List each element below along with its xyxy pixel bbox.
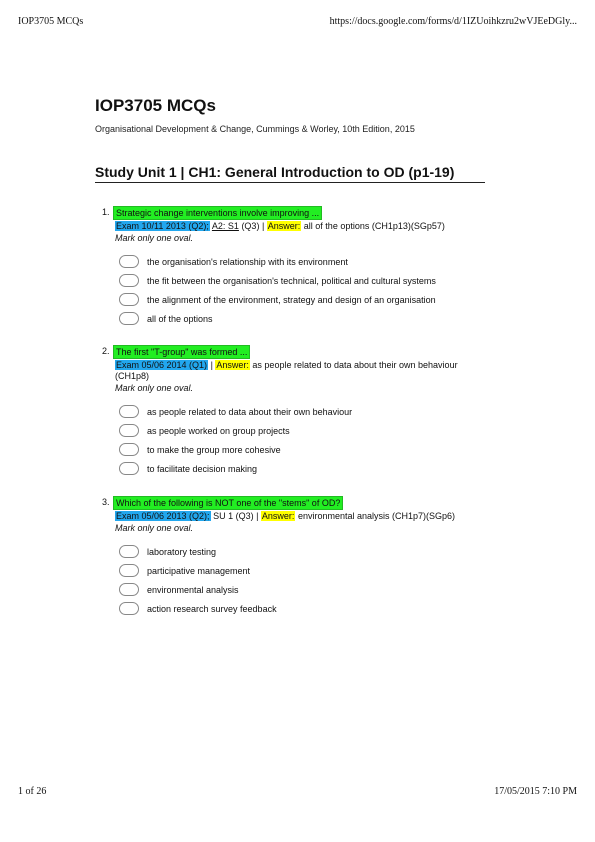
question-number: 2. [102, 346, 110, 356]
question-text: Strategic change interventions involve improving ... [113, 206, 322, 220]
option[interactable] [119, 440, 487, 459]
option-label: all of the options [147, 313, 213, 324]
question-number: 1. [102, 207, 110, 217]
question-description [115, 360, 487, 382]
radio-oval[interactable] [119, 312, 139, 325]
option-label: action research survey feedback [147, 603, 277, 614]
option[interactable] [119, 580, 487, 599]
question-title [102, 345, 487, 357]
radio-oval[interactable] [119, 405, 139, 418]
form-title: IOP3705 MCQs [95, 96, 216, 115]
radio-oval[interactable] [119, 545, 139, 558]
help-text: Mark only one oval. [115, 383, 194, 393]
radio-oval[interactable] [119, 462, 139, 475]
option[interactable] [119, 561, 487, 580]
form-subtitle: Organisational Development & Change, Cummings & Worley, 10th Edition, 2015 [95, 124, 415, 134]
radio-oval[interactable] [119, 564, 139, 577]
option-label: the fit between the organisation's technical, political and cultural systems [147, 275, 436, 286]
option-label: the alignment of the environment, strategy and design of an organisation [147, 294, 436, 305]
answer-label: Answer: [267, 221, 301, 231]
radio-oval[interactable] [119, 274, 139, 287]
radio-oval[interactable] [119, 293, 139, 306]
option-list [119, 252, 487, 328]
exam-reference: Exam 10/11 2013 (Q2); [116, 221, 209, 231]
question-text: The first "T-group" was formed ... [113, 345, 250, 359]
print-footer [18, 786, 577, 800]
answer-text: as people related to data about their own behaviour (CH1p8) [115, 360, 458, 381]
option-label: participative management [147, 565, 251, 576]
question-reference: | [208, 360, 216, 370]
extra-reference: A2: S1 [211, 221, 239, 231]
radio-oval[interactable] [119, 424, 139, 437]
option[interactable] [119, 459, 487, 478]
option-list [119, 402, 487, 478]
answer-label: Answer: [216, 360, 249, 370]
option[interactable] [119, 421, 487, 440]
option-label: as people worked on group projects [147, 425, 290, 436]
question-title [102, 496, 487, 508]
answer-label: Answer: [261, 511, 295, 521]
print-header-url: https://docs.google.com/forms/d/1IZUoihkzru2wVJEeDGly... [329, 16, 577, 27]
option-label: to make the group more cohesive [147, 444, 281, 455]
exam-reference: Exam 05/06 2014 (Q1) [116, 360, 208, 370]
question-reference: SU 1 (Q3) | [210, 511, 261, 521]
question-2 [102, 345, 487, 478]
answer-text: all of the options (CH1p13)(SGp57) [301, 221, 445, 231]
option[interactable] [119, 542, 487, 561]
question-description [115, 511, 487, 522]
exam-reference: Exam 05/06 2013 (Q2); [116, 511, 210, 521]
radio-oval[interactable] [119, 602, 139, 615]
option[interactable] [119, 309, 487, 328]
answer-text: environmental analysis (CH1p7)(SGp6) [295, 511, 456, 521]
option-label: laboratory testing [147, 546, 217, 557]
option[interactable] [119, 271, 487, 290]
radio-oval[interactable] [119, 255, 139, 268]
section-header [95, 164, 485, 183]
question-3 [102, 496, 487, 618]
question-reference: (Q3) | [238, 221, 267, 231]
radio-oval[interactable] [119, 443, 139, 456]
print-header-title: IOP3705 MCQs [18, 16, 84, 27]
option-label: to facilitate decision making [147, 463, 258, 474]
option[interactable] [119, 252, 487, 271]
option-list [119, 542, 487, 618]
print-header [18, 16, 577, 30]
question-text: Which of the following is NOT one of the "stems" of OD? [113, 496, 343, 510]
option[interactable] [119, 290, 487, 309]
question-1 [102, 206, 487, 328]
option-label: as people related to data about their own behaviour [147, 406, 353, 417]
radio-oval[interactable] [119, 583, 139, 596]
page-number: 1 of 26 [18, 786, 47, 797]
option[interactable] [119, 402, 487, 421]
question-title [102, 206, 487, 218]
option-label: the organisation's relationship with its environment [147, 256, 348, 267]
option-label: environmental analysis [147, 584, 239, 595]
question-number: 3. [102, 497, 110, 507]
section-title: Study Unit 1 | CH1: General Introduction to OD (p1-19) [95, 164, 455, 180]
help-text: Mark only one oval. [115, 523, 194, 533]
print-datetime: 17/05/2015 7:10 PM [494, 786, 577, 797]
option[interactable] [119, 599, 487, 618]
help-text: Mark only one oval. [115, 233, 194, 243]
question-description [115, 221, 487, 232]
